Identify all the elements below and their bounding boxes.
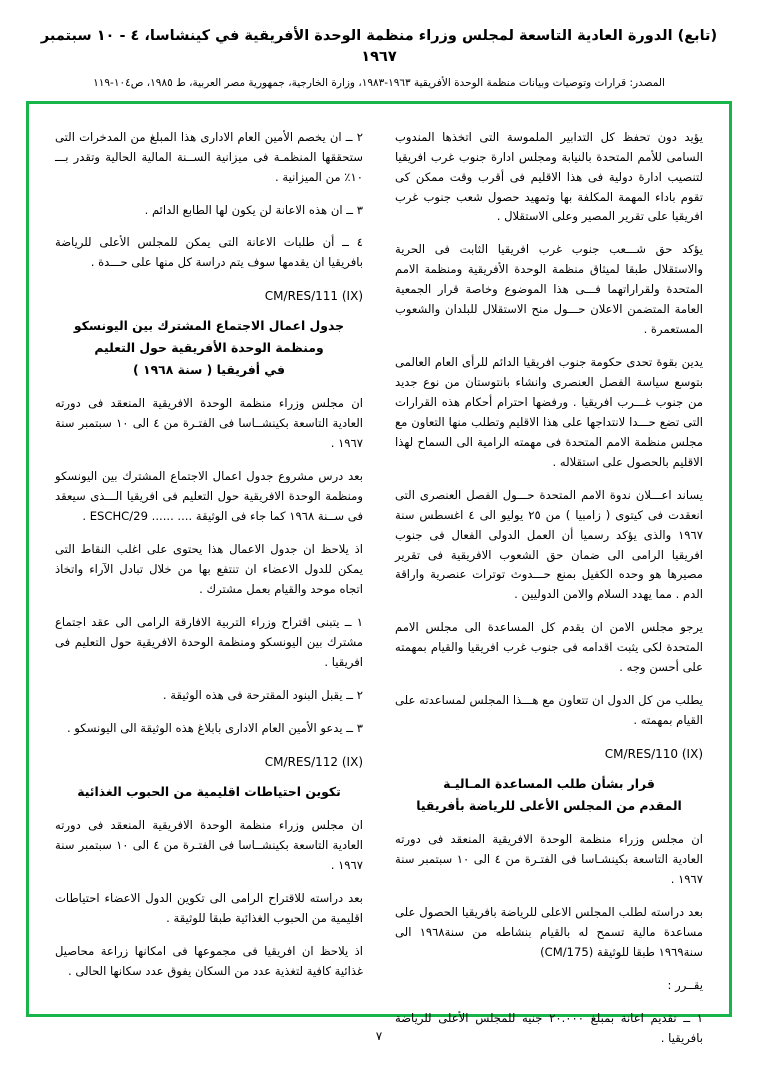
- resolution-item: ٤ ــ أن طلبات الاعانة التى يمكن للمجلس الأعلى للرياضة بافريقيا ان يقدمها سوف يتم دراسة كل منها على حـــدة .: [55, 235, 363, 270]
- paragraph: ان مجلس وزراء منظمة الوحدة الافريقية المنعقد فى دورته العادية التاسعة بكينشــاسا فى الفتـرة من ٤ الى ١٠ سبتمبر سنة ١٩٦٧ .: [55, 818, 364, 873]
- paragraph: يؤكد حق شـــعب جنوب غرب افريقيا الثابت فى الحرية والاستقلال طبقا لميثاق منظمة الوحدة الأفريقية ومنظمة الامم المتحدة ولقراراتهما فـــى هذا الموضوع وخاصة قرار الجمعية العامة المتضمن الاعلان حـــول منح الاستقلال للبلدان والشعوب المستعمرة .: [395, 242, 703, 337]
- page-header: [26, 26, 732, 91]
- resolution-item: ١ ــ يتبنى اقتراح وزراء التربية الافارقة الرامى الى عقد اجتماع مشترك بين اليونسكو ومنظمة الوحدة الافريقية حول التعليم فى افريقيا .: [55, 614, 363, 669]
- paragraph: يساند اعـــلان ندوة الامم المتحدة حـــول الفصل العنصرى التى انعقدت فى كيتوى ( زامبيا ) من ٢٥ يوليو الى ٤ اغسطس سنة ١٩٦٧ والذى يؤكد رسميا أن العمل الدولى الفعال فى جنوب افريقيا الرامى الى ضمان حق الشعوب الافريقية فى تقرير مصيرها هو وحده الكفيل بمنع حـــدوث توترات عنصرية واراقة الدم . مما يهدد السلام والامن الدوليين .: [395, 487, 703, 602]
- resolution-code-112: CM/RES/112 (IX): [264, 754, 363, 769]
- resolution-title-110: [395, 773, 703, 816]
- resolution-title-111: [55, 315, 363, 380]
- title-line: قرار بشأن طلب المساعدة المـاليـة: [443, 776, 655, 792]
- paragraph: بعد دراسته لطلب المجلس الاعلى للرياضة بافريقيا الحصول على مساعدة مالية تسمح له بالقيام بنشاطه من سنة١٩٦٨ الى سنة١٩٦٩ طبقا للوثيقة (CM/175): [395, 905, 703, 960]
- title-line: المقدم من المجلس الأعلى للرياضة بأفريقيا: [416, 797, 682, 813]
- paragraph: ان مجلس وزراء منظمة الوحدة الافريقية المنعقد فى دورته العادية التاسعة بكينشـاسا فى الفتـرة من ٤ الى ١٠ سبتمبر سنة ١٩٦٧ .: [395, 832, 703, 887]
- title-line: جدول اعمال الاجتماع المشترك بين اليونسكو: [73, 318, 345, 334]
- paragraph: بعد دراسته للاقتراح الرامى الى تكوين الدول الاعضاء احتياطات اقليمية من الحبوب الغذائية طبقا للوثيقة .: [55, 891, 363, 926]
- resolution-item: ٢ ــ ان يخصم الأمين العام الادارى هذا المبلغ من المدخرات التى ستحققها المنظمـة فى ميزانية الســنة المالية الحالية وتقدر بـــ ١٠٪ من الميزانية .: [55, 129, 363, 184]
- resolution-item: ٣ ــ ان هذه الاعانة لن يكون لها الطابع الدائم .: [144, 202, 363, 217]
- resolution-item: ١ ــ تقديم اعانة بمبلغ ٢٠.٠٠٠ جنيه للمجلس الأعلى للرياضة بافريقيا .: [395, 1011, 704, 1045]
- paragraph: يرجو مجلس الامن ان يقدم كل المساعدة الى مجلس الامم المتحدة لكى يثبت اقدامه فى جنوب غرب افريقيا والقيام بمهمته على أحسن وجه .: [395, 620, 703, 675]
- paragraph: يطلب من كل الدول ان تتعاون مع هـــذا المجلس لمساعدته على القيام بمهمته .: [395, 693, 703, 728]
- resolution-code-110: CM/RES/110 (IX): [604, 747, 703, 762]
- paragraph: اذ يلاحظ ان جدول الاعمال هذا يحتوى على اغلب النقاط التى يمكن للدول الاعضاء ان تنتفع بها من خلال تبادل الآراء واتخاذ اتجاه موحد والقيام بعمل مشترك .: [55, 542, 363, 596]
- title-line: في أفريقيا ( سنة ١٩٦٨ ): [133, 361, 285, 377]
- paragraph: اذ يلاحظ ان افريقيا فى مجموعها فى امكانها زراعة محاصيل غذائية كافية لتغذية عدد من السكان يفوق عدد سكانها الحالى .: [55, 943, 363, 978]
- resolution-code-111: CM/RES/111 (IX): [264, 289, 363, 304]
- column-right: [379, 128, 709, 1045]
- page-number: ٧: [375, 1028, 383, 1043]
- paragraph: يؤيد دون تحفظ كل التدابير الملموسة التى اتخذها المندوب السامى للأمم المتحدة بالنيابة ومجلس ادارة جنوب غرب افريقيا لتنصيب ادارة دولية فى هذا الاقليم فى أقرب وقت ممكن كى تقوم باداء المهمة المكلفة بها وتمهيد حصول شعب جنوب غرب افريقيا على تقرير المصير وعلى الاستقلال .: [395, 129, 703, 224]
- resolution-item: ٢ ــ يقبل البنود المقترحة فى هذه الوثيقة .: [162, 687, 363, 702]
- resolution-title-112: [55, 781, 363, 803]
- decides-label: يقــرر :: [667, 978, 703, 993]
- paragraph: ان مجلس وزراء منظمة الوحدة الافريقية المنعقد فى دورته العادية التاسعة بكينشــاسا فى الفتـرة من ٤ الى ١٠ سبتمبر سنة ١٩٦٧ .: [55, 396, 364, 451]
- column-left: [49, 128, 379, 1002]
- document-title: (تابع) الدورة العادية التاسعة لمجلس وزراء منظمة الوحدة الأفريقية في كينشاسا، ٤ - ١٠ سبتمبر ١٩٦٧: [40, 28, 718, 66]
- two-column-layout: [49, 128, 709, 1045]
- resolution-item: ٣ ــ يدعو الأمين العام الادارى بابلاغ هذه الوثيقة الى اليونسكو .: [66, 720, 363, 735]
- title-line: ومنظمة الوحدة الأفريقية حول التعليم: [94, 340, 324, 356]
- document-source: المصدر: قرارات وتوصيات وبيانات منظمة الوحدة الأفريقية ١٩٦٣-١٩٨٣، وزارة الخارجية، جمهورية مصر العربية، ط ١٩٨٥، ص١٠٤-١١٩: [93, 77, 665, 90]
- content-frame: [26, 101, 732, 1045]
- paragraph: بعد درس مشروع جدول اعمال الاجتماع المشترك بين اليونسكو ومنظمة الوحدة الافريقية حول التعليم فى افريقيا الـــذى سيعقد فى ســنة ١٩٦٨ كما جاء فى الوثيقة .... ...... ESCHC/29 .: [55, 469, 363, 524]
- title-line: تكوين احتياطات اقليمية من الحبوب الغذائية: [77, 783, 341, 799]
- paragraph: يدين بقوة تحدى حكومة جنوب افريقيا الدائم للرأى العام العالمى بتوسع سياسة الفصل العنصرى وانشاء بانتوستان من نوع جديد من جنوب غـــرب افريقيا . ورفضها احترام أحكام هذه القرارات التى تضع حـــدا لانتداجها على هذا الاقليم وتطلب منها التعاون مع مجلس منظمة الامم المتحدة فى مهمته الرامية الى السماح لهذا الاقليم بالحصول على استقلاله .: [395, 355, 703, 469]
